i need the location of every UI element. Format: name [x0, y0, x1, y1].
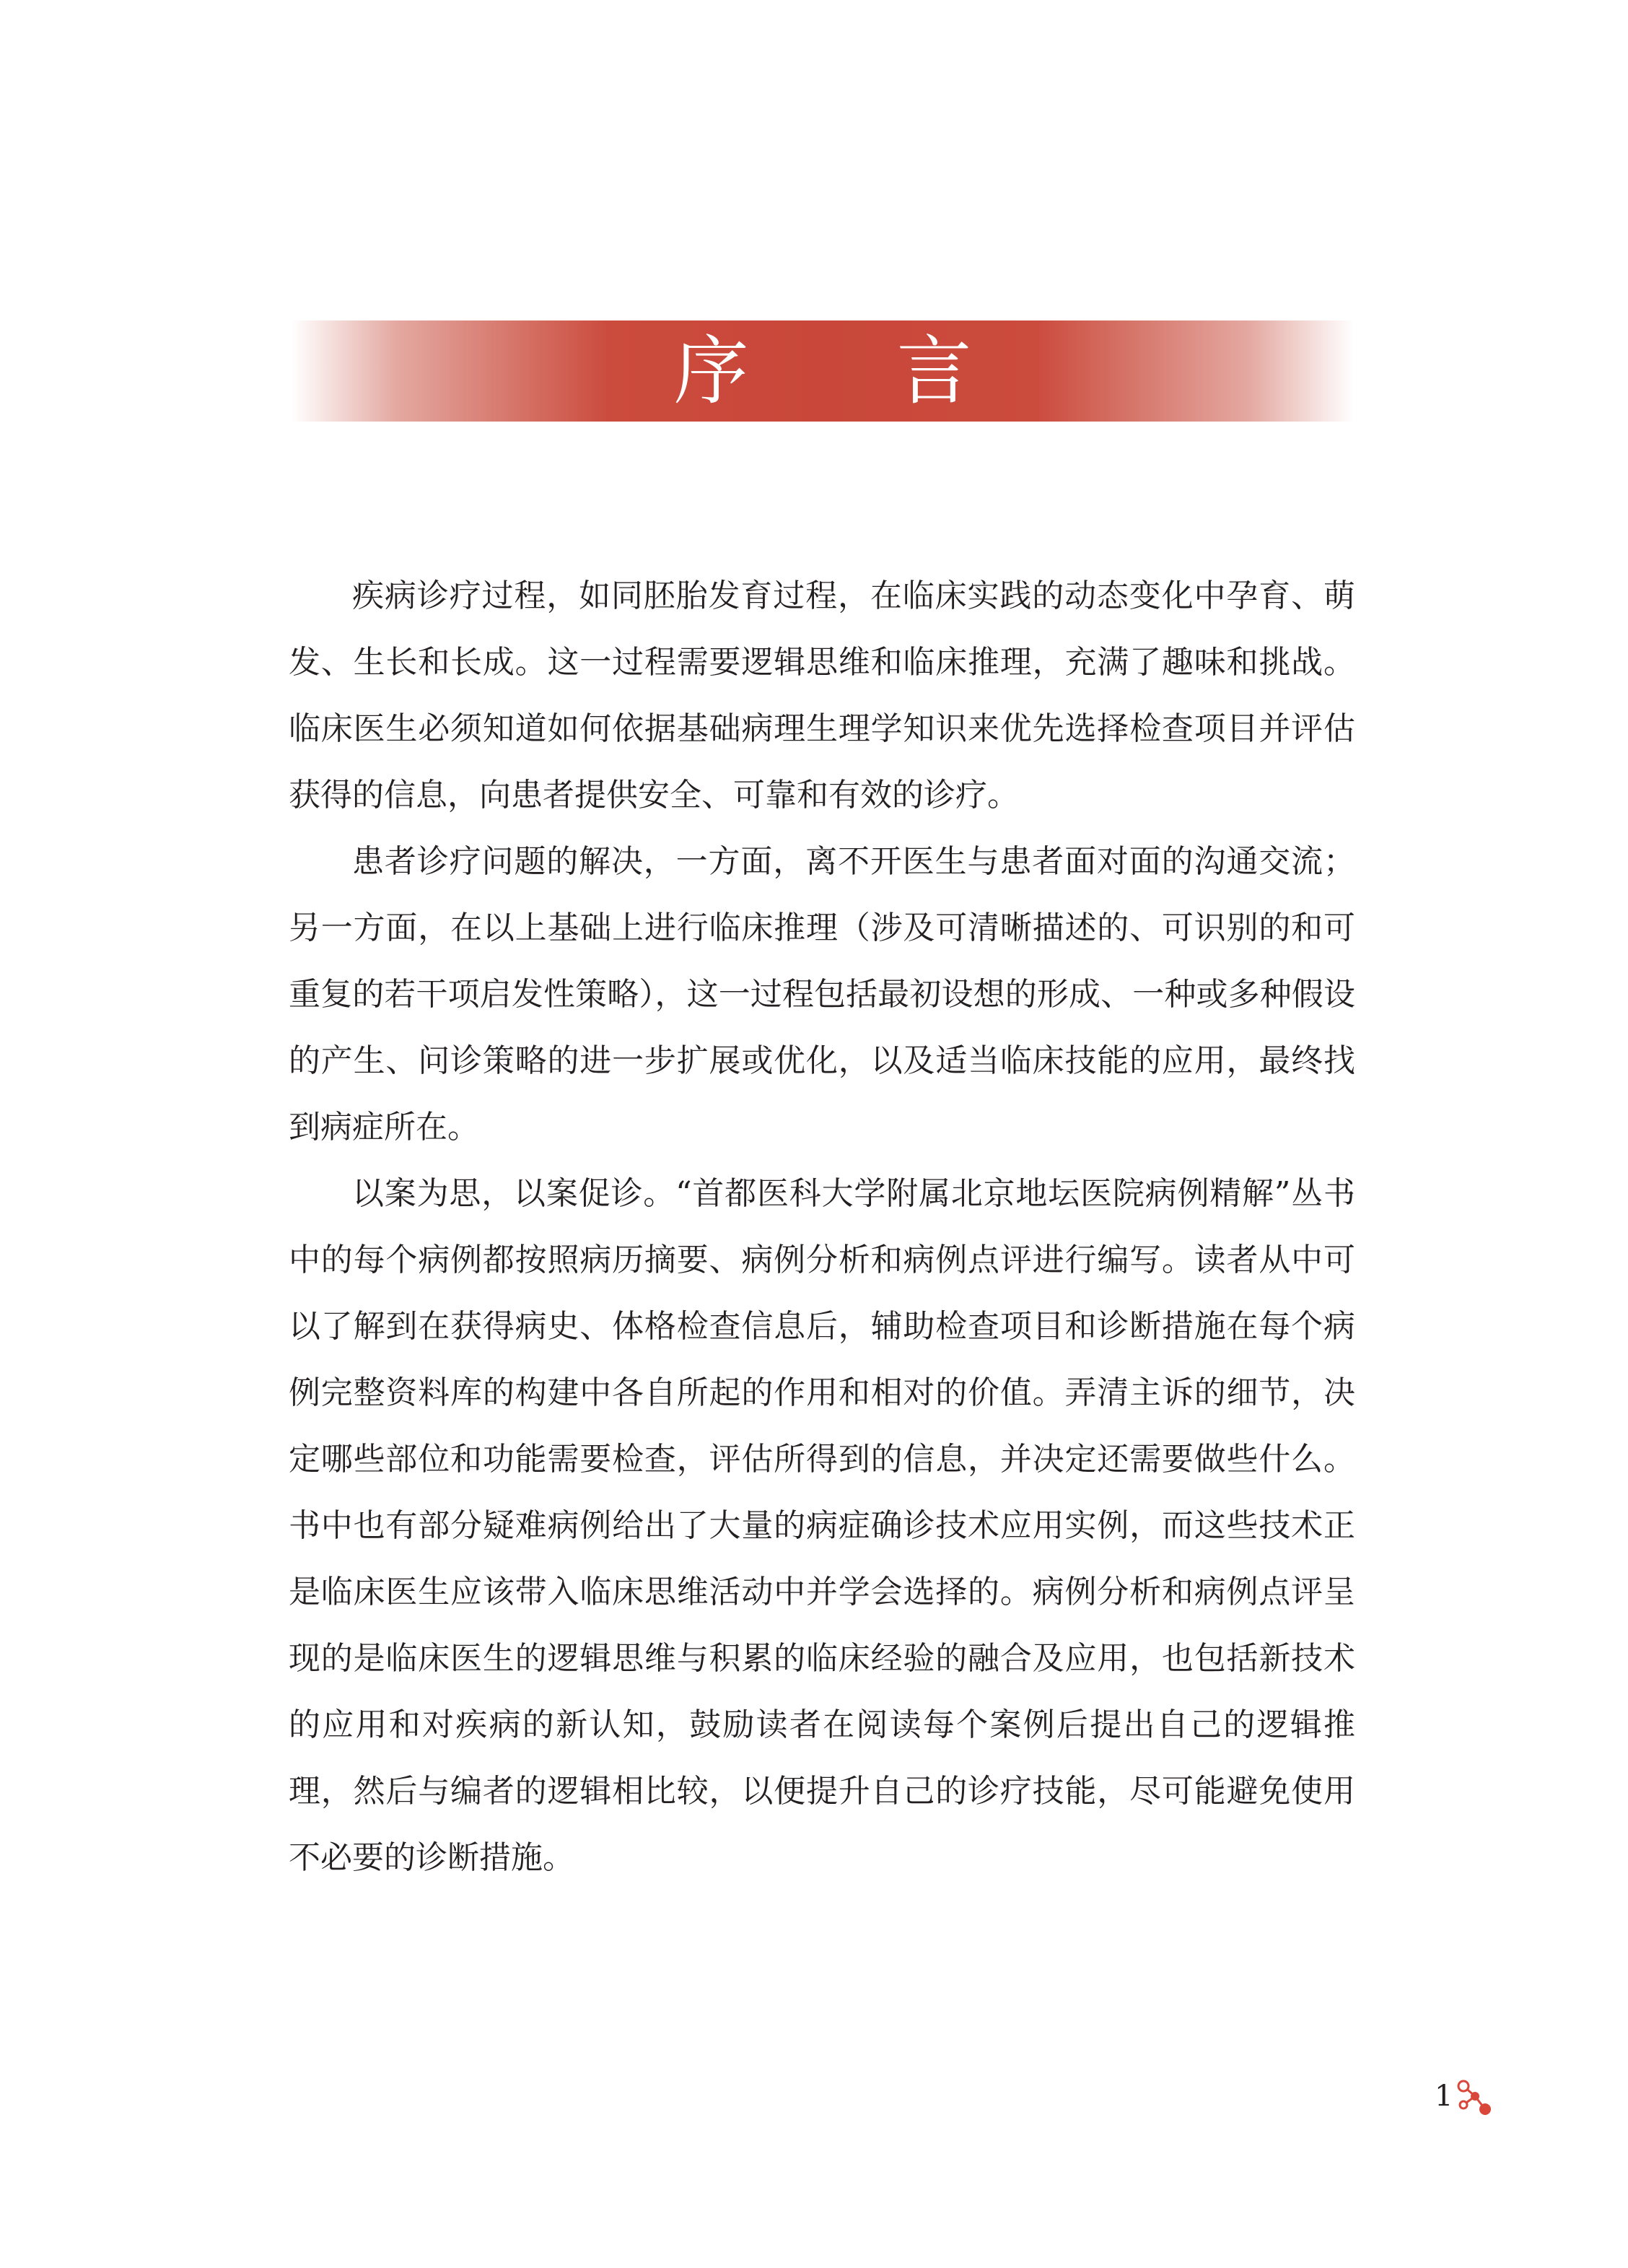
molecule-icon [1456, 2079, 1492, 2118]
page-number: 1 [1435, 2080, 1453, 2113]
paragraph: 疾病诊疗过程，如同胚胎发育过程，在临床实践的动态变化中孕育、萌发、生长和长成。这一过程需要逻辑思维和临床推理，充满了趣味和挑战。临床医生必须知道如何依据基础病理生理学知识来优先选择检查项目并评估获得的信息，向患者提供安全、可靠和有效的诊疗。 [289, 577, 1355, 814]
page-title: 序 言 [673, 327, 1034, 415]
title-banner [292, 320, 1354, 422]
paragraph: 患者诊疗问题的解决，一方面，离不开医生与患者面对面的沟通交流；另一方面，在以上基础上进行临床推理（涉及可清晰描述的、可识别的和可重复的若干项启发性策略），这一过程包括最初设想的形成、一种或多种假设的产生、问诊策略的进一步扩展或优化，以及适当临床技能的应用，最终找到病症所在。 [289, 843, 1355, 1146]
preface-body [289, 563, 1355, 1891]
paragraph: 以案为思，以案促诊。“首都医科大学附属北京地坛医院病例精解”丛书中的每个病例都按照病历摘要、病例分析和病例点评进行编写。读者从中可以了解到在获得病史、体格检查信息后，辅助检查项目和诊断措施在每个病例完整资料库的构建中各自所起的作用和相对的价值。弄清主诉的细节，决定哪些部位和功能需要检查，评估所得到的信息，并决定还需要做些什么。书中也有部分疑难病例给出了大量的病症确诊技术应用实例，而这些技术正是临床医生应该带入临床思维活动中并学会选择的。病例分析和病例点评呈现的是临床医生的逻辑思维与积累的临床经验的融合及应用，也包括新技术的应用和对疾病的新认知，鼓励读者在阅读每个案例后提出自己的逻辑推理，然后与编者的逻辑相比较，以便提升自己的诊疗技能，尽可能避免使用不必要的诊断措施。 [289, 1175, 1355, 1876]
